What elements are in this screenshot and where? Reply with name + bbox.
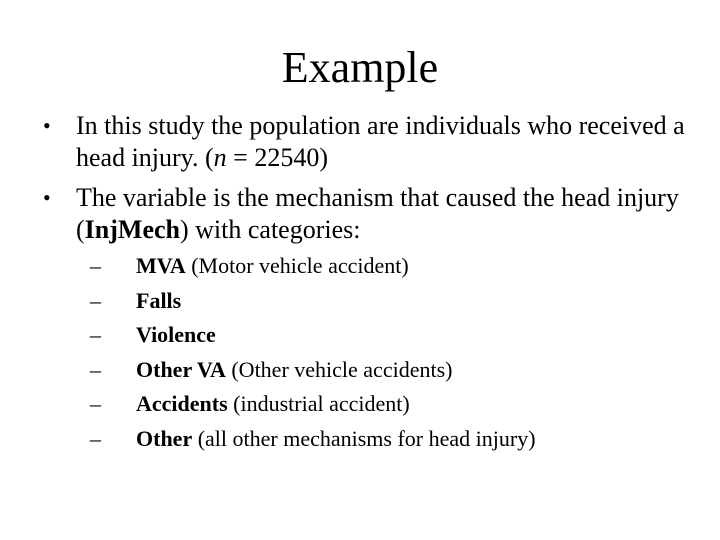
category-item-accidents bbox=[90, 391, 690, 417]
bullet-text: In this study the population are individuals who received a head injury. ( bbox=[76, 111, 685, 172]
category-desc: (Motor vehicle accident) bbox=[185, 253, 409, 278]
slide-title: Example bbox=[281, 43, 439, 92]
sub-marker: – bbox=[90, 356, 101, 382]
category-name: Falls bbox=[136, 287, 182, 313]
sample-size-symbol: n bbox=[213, 143, 227, 172]
bullet-marker: • bbox=[43, 113, 51, 138]
category-item-falls bbox=[90, 288, 690, 314]
bullet-list bbox=[30, 110, 690, 254]
category-name: MVA bbox=[136, 253, 186, 278]
category-desc: (Other vehicle accidents) bbox=[225, 356, 453, 382]
category-item-violence bbox=[90, 322, 690, 348]
sub-marker: – bbox=[90, 391, 101, 417]
sub-marker: – bbox=[90, 287, 101, 313]
bullet-text: The variable is the mechanism that caused the head injury ( bbox=[76, 183, 679, 244]
bullet-marker: • bbox=[43, 185, 51, 210]
category-name: Other VA bbox=[136, 356, 226, 382]
category-item-other-va bbox=[90, 357, 690, 383]
bullet-text: = 22540) bbox=[226, 143, 328, 172]
category-item-other bbox=[90, 426, 690, 452]
sub-marker: – bbox=[90, 253, 101, 278]
category-name: Accidents bbox=[136, 391, 228, 417]
sub-marker: – bbox=[90, 322, 101, 348]
category-item-mva bbox=[90, 253, 690, 279]
variable-name: InjMech bbox=[84, 215, 180, 244]
bullet-variable bbox=[30, 182, 690, 246]
category-name: Violence bbox=[136, 322, 216, 348]
bullet-text: ) with categories: bbox=[180, 215, 361, 244]
category-desc: (industrial accident) bbox=[227, 391, 410, 417]
sub-marker: – bbox=[90, 425, 101, 451]
category-list bbox=[90, 253, 690, 461]
category-name: Other bbox=[136, 425, 193, 451]
bullet-population bbox=[30, 110, 690, 174]
category-desc: (all other mechanisms for head injury) bbox=[192, 425, 536, 451]
